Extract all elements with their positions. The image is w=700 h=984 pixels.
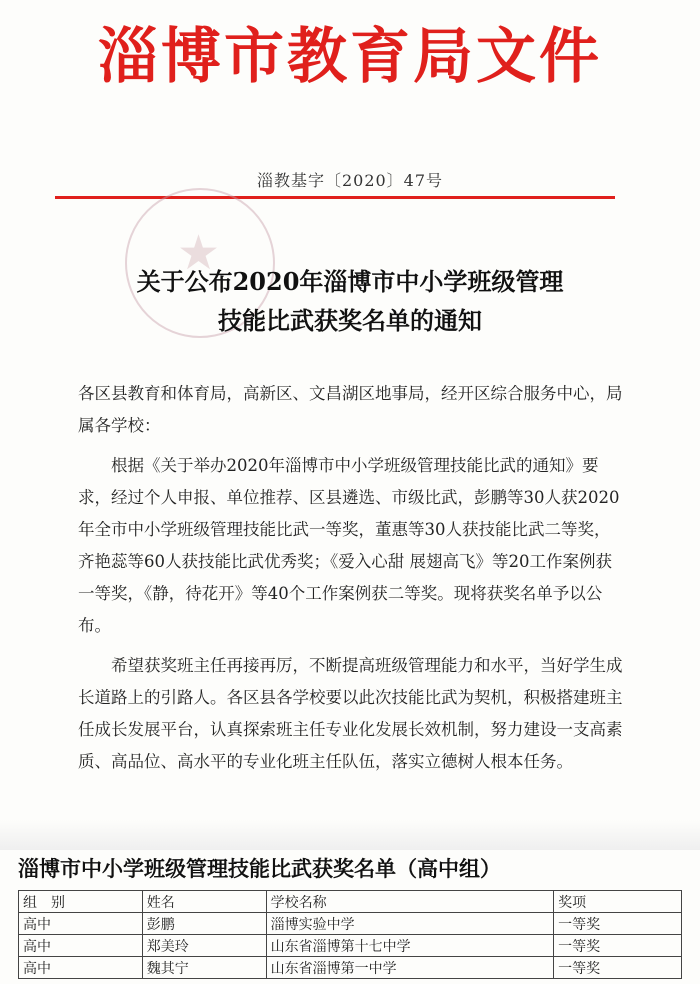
table-row xyxy=(19,913,682,935)
table-row xyxy=(19,957,682,979)
red-divider-line xyxy=(55,196,615,199)
header-school: 学校名称 xyxy=(266,891,554,913)
table-header-row xyxy=(19,891,682,913)
cell-award: 一等奖 xyxy=(554,935,682,957)
body-paragraph-2: 希望获奖班主任再接再厉，不断提高班级管理能力和水平，当好学生成长道路上的引路人。各区县各学校要以此次技能比武为契机，积极搭建班主任成长发展平台，认真探索班主任专业化发展长效机制，努力建设一支高素质、高品位、高水平的专业化班主任队伍，落实立德树人根本任务。 xyxy=(78,656,623,771)
masthead: 淄博市教育局文件 xyxy=(98,22,602,92)
cell-school: 淄博实验中学 xyxy=(266,913,554,935)
addressee: 各区县教育和体育局，高新区、文昌湖区地事局，经开区综合服务中心，局属各学校： xyxy=(78,384,623,435)
roster-title: 淄博市中小学班级管理技能比武获奖名单（高中组） xyxy=(18,856,501,881)
cell-name: 郑美玲 xyxy=(142,935,266,957)
cell-school: 山东省淄博第一中学 xyxy=(266,957,554,979)
header-group: 组 别 xyxy=(19,891,143,913)
cell-award: 一等奖 xyxy=(554,957,682,979)
cell-name: 彭鹏 xyxy=(142,913,266,935)
cell-award: 一等奖 xyxy=(554,913,682,935)
notice-title-line-1: 关于公布2020年淄博市中小学班级管理 xyxy=(136,267,564,296)
body-paragraph-1: 根据《关于举办2020年淄博市中小学班级管理技能比武的通知》要求，经过个人申报、单位推荐、区县遴选、市级比武，彭鹏等30人获2020年全市中小学班级管理技能比武一等奖，董惠等30人获技能比武二等奖，齐艳蕊等60人获技能比武优秀奖；《爱入心甜 展翅高飞》等20工作案例获一等奖，《静，待花开》等40个工作案例获二等奖。现将获奖名单予以公布。 xyxy=(78,456,620,635)
award-roster-table xyxy=(18,890,682,979)
table-row xyxy=(19,935,682,957)
cell-group: 高中 xyxy=(19,957,143,979)
seal-star-icon: ★ xyxy=(177,225,221,281)
cell-name: 魏其宁 xyxy=(142,957,266,979)
page-shadow xyxy=(0,820,700,850)
cell-group: 高中 xyxy=(19,913,143,935)
header-name: 姓名 xyxy=(142,891,266,913)
header-award: 奖项 xyxy=(554,891,682,913)
cell-group: 高中 xyxy=(19,935,143,957)
document-number: 淄教基字〔2020〕47号 xyxy=(256,171,444,190)
notice-title-line-2: 技能比武获奖名单的通知 xyxy=(218,306,482,335)
cell-school: 山东省淄博第十七中学 xyxy=(266,935,554,957)
